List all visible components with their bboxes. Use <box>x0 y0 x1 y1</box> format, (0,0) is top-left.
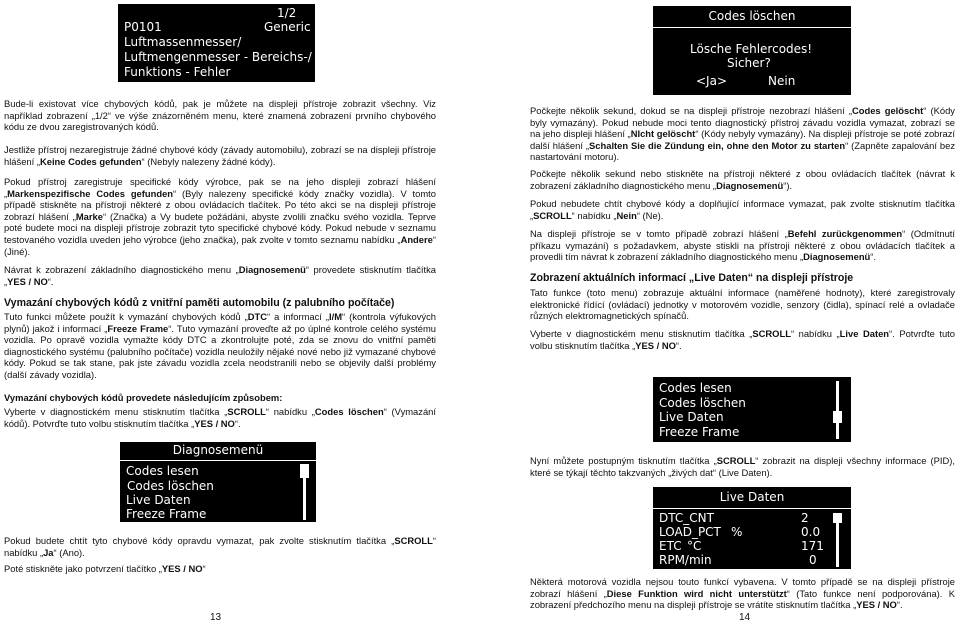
paragraph-clear-function: Tuto funkci můžete použít k vymazání chybových kódů „DTC“ a informací „I/M“ (kontrola výfukových plynů) jakož i informací „Freeze Frame“. Tuto vymazání proveďte až po úplné kontrole celého systému vozidla. Po opravě vozidla vymažte kódy DTC a zkontrolujte poté, zda se znovu do vnitřní paměti diagnostického systému (palubního počítače) vozidla neuložily nějaké nové nebo již vymazané chybové kódy. Pokud se tak stane, pak jste závadu vozidla zcela neodstranili nebo se objevily další problémy (další závady vozidla). <box>4 311 437 380</box>
confirm-line1: Lösche Fehlercodes! <box>690 42 813 56</box>
title-divider <box>653 508 851 509</box>
paragraph-select-clear: Vyberte v diagnostickém menu stisknutím tlačítka „SCROLL“ nabídku „Codes löschen“ (Vymazání kódů). Potvrďte tuto volbu stisknutím tlačítka „YES / NO“. <box>4 406 436 429</box>
live-param-name: RPM/min <box>659 553 712 567</box>
live-row <box>659 525 851 538</box>
dtc-line3: Funktions - Fehler <box>124 65 231 79</box>
dtc-line1: Luftmassenmesser/ <box>124 35 242 49</box>
lcd-screen-codes-loeschen <box>653 6 851 95</box>
live-param-unit: °C <box>687 539 702 553</box>
live-param-name: ETC <box>659 539 682 553</box>
heading-live-data: Zobrazení aktuálních informací „Live Daten“ na displeji přístroje <box>530 272 854 284</box>
menu-item-codes-lesen[interactable]: Codes lesen <box>126 464 199 478</box>
confirm-yes-option[interactable]: <Ja> <box>696 74 728 88</box>
dtc-type: Generic <box>264 20 311 34</box>
live-param-value: 171 <box>801 539 824 553</box>
scrollbar[interactable] <box>836 381 839 439</box>
live-param-value: 0.0 <box>801 525 821 539</box>
paragraph-codes-deleted: Počkejte několik sekund, dokud se na displeji přístroje nezobrazí hlášení „Codes gelöscht“ (Kódy byly vymazány). Pokud nebude moci tento diagnostický přístroj závadu vozidla vymazat, zobrazí se na jeho displeji hlášení „NIcht gelöscht“ (Kódy nebyly vymazány). Na displeji přístroje se poté zobrazí další hlášení „Schalten Sie die Zündung ein, ohne den Motor zu starten“ (Zapněte zapalování bez nastartování motoru). <box>530 105 956 163</box>
right-page <box>480 0 960 632</box>
dtc-line2: Luftmengenmesser - Bereichs-/ <box>124 50 312 64</box>
menu-item-codes-loeschen[interactable]: Codes löschen <box>127 479 214 493</box>
lcd-screen-dtc <box>118 4 315 82</box>
paragraph-select-live-data: Vyberte v diagnostickém menu stisknutím tlačítka „SCROLL“ nabídku „Live Daten“. Potvrďte tuto volbu stisknutím tlačítka „YES / NO“. <box>530 328 955 351</box>
live-row <box>659 511 851 524</box>
live-param-unit: % <box>731 525 743 539</box>
scrollbar-thumb[interactable] <box>833 513 842 523</box>
confirm-no-option[interactable]: Nein <box>768 74 796 88</box>
paragraph-confirm-yes: Pokud budete chtít tyto chybové kódy opravdu vymazat, pak zvolte stisknutím tlačítka „SCROLL“ nabídku „Ja“ (Ano). <box>4 535 436 558</box>
menu-item-live-daten-selected[interactable]: Live Daten <box>659 410 724 424</box>
paragraph-multiple-codes: Bude-li existovat více chybových kódů, pak je můžete na displeji přístroje zobrazit všechny. Viz například zobrazení „1/2“ ve výše znázorněném menu, které znamená zobrazení prvního chybového kódu ze dvou zaregistrovaných kódů. <box>4 98 436 133</box>
confirm-line2: Sicher? <box>727 56 771 70</box>
paragraph-manufacturer-codes: Pokud přístroj zaregistruje specifické kódy výrobce, pak se na jeho displeji zobrazí hlášení „Markenspezifische Codes gefunden“ (Byly nalezeny specifické kódy značky vozidla). V tomto případě stiskněte na přístroji některé z obou ovládacích tlačítek. Po této akci se na displeji přístroje zobrazí hlášení „Marke“ (Značka) a Vy budete požádáni, abyste zvolili značku svého vozidla. Teprve poté budete moci na displeji přístroje zobrazit tyto specifické chybové kódy. Pokud nebude v seznamu testovaného vozidla uveden jeho výrobce (jeho značka), pak zvolte v tomto seznamu nabídku „Andere“ (Jiné). <box>4 176 436 257</box>
paragraph-cancel: Pokud nebudete chtít chybové kódy a doplňující informace vymazat, pak zvolte stisknutím tlačítka „SCROLL“ nabídku „Nein“ (Ne). <box>530 198 955 221</box>
title-divider <box>653 27 851 28</box>
live-daten-title: Live Daten <box>653 487 851 507</box>
live-param-name: DTC_CNT <box>659 511 714 525</box>
dtc-code: P0101 <box>124 20 162 34</box>
page-number-right: 14 <box>739 612 751 623</box>
paragraph-press-confirm: Poté stiskněte jako potvrzení tlačítko „YES / NO“ <box>4 563 206 574</box>
paragraph-scroll-pid: Nyní můžete postupným tisknutím tlačítka „SCROLL“ zobrazit na displeji všechny informace (PID), které se týkají těchto takzvaných „živých dat“ (Live Daten). <box>530 455 956 478</box>
menu-item-freeze-frame[interactable]: Freeze Frame <box>126 507 207 521</box>
menu-item-codes-lesen[interactable]: Codes lesen <box>659 381 732 395</box>
lcd-screen-diagnose-menu <box>120 442 316 522</box>
title-divider <box>120 460 316 461</box>
live-param-value: 0 <box>809 553 817 567</box>
paragraph-live-data-function: Tato funkce (toto menu) zobrazuje aktuální informace (naměřené hodnoty), které zaregistrovaly elektronické řídící (ovládací) jednotky v motorovém vozidle, senzory (čidla), spínací relé a ovladače různých elektromagnetických spínačů. <box>530 287 955 322</box>
live-param-name: LOAD_PCT <box>659 525 721 539</box>
live-param-value: 2 <box>801 511 809 525</box>
paragraph-no-codes: Jestliže přístroj nezaregistruje žádné chybové kódy (závady automobilu), zobrazí se na displeji přístroje hlášení „Keine Codes gefunden“ (Nebyly nalezeny žádné kódy). <box>4 144 436 167</box>
menu-item-live-daten[interactable]: Live Daten <box>126 493 191 507</box>
lcd-screen-menu-live <box>653 377 851 442</box>
paragraph-command-cancelled: Na displeji přístroje se v tomto případě zobrazí hlášení „Befehl zurückgenommen“ (Odmítnutí příkazu vymazání) s požadavkem, abyste stiskli na přístroji některé z obou ovládacích tlačítek a provedli tím návrat k zobrazení základního diagnostického menu „Diagnosemenü“. <box>530 228 955 263</box>
heading-clear-steps: Vymazání chybových kódů provedete následujícím způsobem: <box>4 392 283 403</box>
diagnose-menu-title: Diagnosemenü <box>120 442 316 459</box>
live-row <box>659 553 851 566</box>
paragraph-wait: Počkejte několik sekund nebo stiskněte na přístroji některé z obou ovládacích tlačítek (návrat k zobrazení základního diagnostického menu „Diagnosemenü“). <box>530 168 955 191</box>
menu-item-freeze-frame[interactable]: Freeze Frame <box>659 425 740 439</box>
dtc-page-indicator: 1/2 <box>277 6 297 20</box>
lcd-screen-live-daten <box>653 487 851 569</box>
scrollbar-thumb[interactable] <box>833 411 842 423</box>
confirm-title: Codes löschen <box>653 6 851 26</box>
heading-clear-codes: Vymazání chybových kódů z vnitřní paměti automobilu (z palubního počítače) <box>4 297 395 309</box>
paragraph-return-menu: Návrat k zobrazení základního diagnostického menu „Diagnosemenü“ provedete stisknutím tlačítka „YES / NO“. <box>4 264 436 287</box>
scrollbar-thumb[interactable] <box>300 464 309 478</box>
menu-item-codes-loeschen[interactable]: Codes löschen <box>659 396 746 410</box>
live-row <box>659 539 851 552</box>
page-number-left: 13 <box>210 612 222 623</box>
paragraph-not-supported: Některá motorová vozidla nejsou touto funkcí vybavena. V tomto případě se na displeji přístroje zobrazí hlášení „Diese Funktion wird nicht unterstützt“ (Tato funkce není podporována). K zobrazení předchozího menu na displeji přístroje se vrátíte stisknutím tlačítka „YES / NO“. <box>530 576 955 611</box>
